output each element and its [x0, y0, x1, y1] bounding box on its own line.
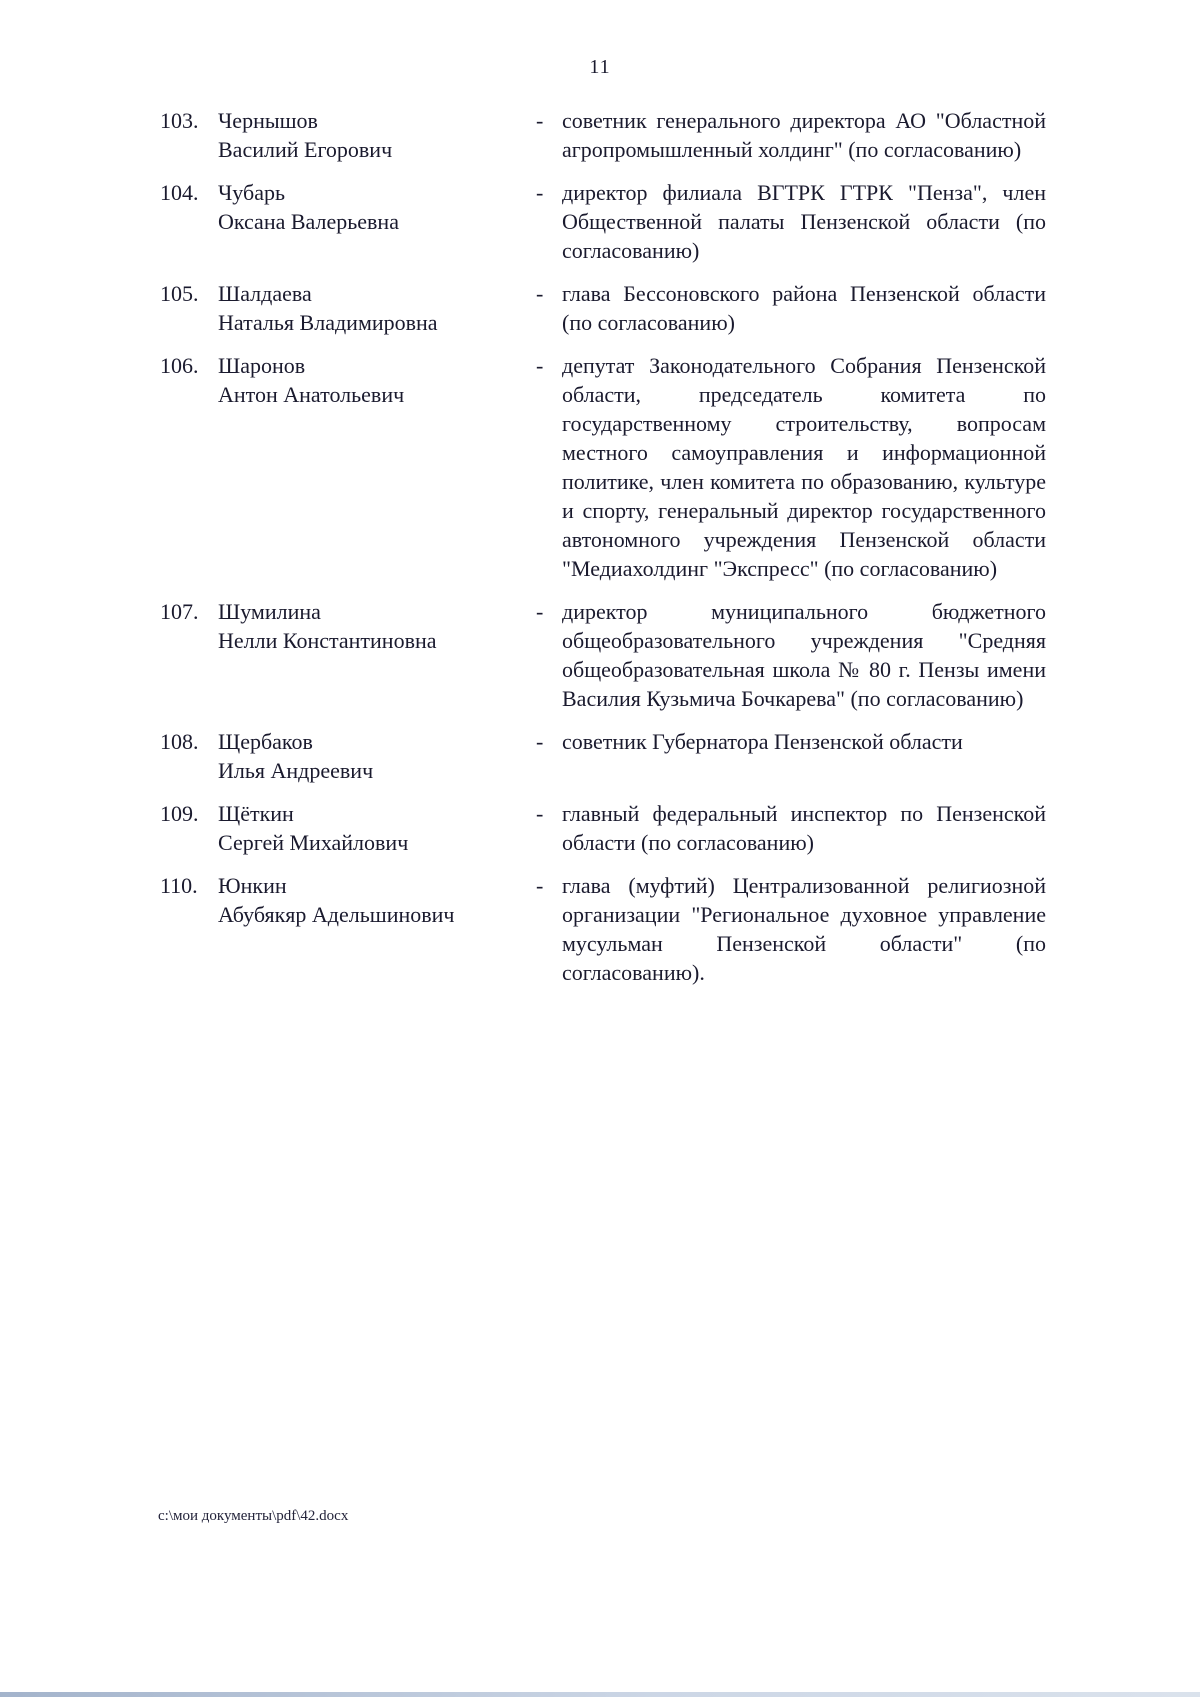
footer-file-path: с:\мои документы\pdf\42.docx	[158, 1508, 349, 1524]
entry-name	[218, 279, 536, 337]
entry-number: 110.	[160, 873, 198, 898]
entry-number: 104.	[160, 180, 199, 205]
entries-list	[160, 106, 1046, 1001]
entry-dash: -	[536, 108, 544, 133]
list-item	[160, 178, 1046, 265]
scan-edge-artifact	[0, 1692, 1200, 1697]
entry-surname: Шалдаева	[218, 281, 312, 306]
entry-dash: -	[536, 801, 544, 826]
entry-surname: Щёткин	[218, 801, 294, 826]
entry-dash: -	[536, 729, 544, 754]
list-item	[160, 106, 1046, 164]
entry-given-names: Наталья Владимировна	[218, 310, 438, 335]
entry-dash: -	[536, 873, 544, 898]
entry-dash: -	[536, 281, 544, 306]
entry-name	[218, 871, 536, 987]
list-item	[160, 279, 1046, 337]
entry-description: депутат Законодательного Собрания Пензенской области, председатель комитета по государственному строительству, вопросам местного самоуправления и информационной политике, член комитета по образованию, культуре и спорту, генеральный директор государственного автономного учреждения Пензенской области "Медиахолдинг "Экспресс" (по согласованию)	[562, 353, 1046, 581]
entry-dash: -	[536, 180, 544, 205]
entry-name	[218, 597, 536, 713]
entry-name	[218, 351, 536, 583]
entry-surname: Чернышов	[218, 108, 318, 133]
entry-surname: Щербаков	[218, 729, 313, 754]
entry-given-names: Илья Андреевич	[218, 758, 374, 783]
list-item	[160, 799, 1046, 857]
entry-given-names: Сергей Михайлович	[218, 830, 409, 855]
entry-given-names: Нелли Константиновна	[218, 628, 437, 653]
entry-number: 105.	[160, 281, 199, 306]
entry-surname: Шаронов	[218, 353, 306, 378]
entry-description: глава (муфтий) Централизованной религиозной организации "Региональное духовное управление мусульман Пензенской области" (по согласованию).	[562, 873, 1046, 985]
page-number: 11	[589, 56, 611, 78]
entry-given-names: Абубякяр Адельшинович	[218, 902, 455, 927]
entry-dash: -	[536, 353, 544, 378]
entry-name	[218, 106, 536, 164]
entry-dash: -	[536, 599, 544, 624]
entry-name	[218, 727, 536, 785]
entry-surname: Чубарь	[218, 180, 285, 205]
entry-name	[218, 178, 536, 265]
entry-description: главный федеральный инспектор по Пензенской области (по согласованию)	[562, 801, 1046, 855]
entry-number: 108.	[160, 729, 199, 754]
entry-given-names: Антон Анатольевич	[218, 382, 405, 407]
list-item	[160, 727, 1046, 785]
list-item	[160, 597, 1046, 713]
entry-description: директор филиала ВГТРК ГТРК "Пенза", член Общественной палаты Пензенской области (по согласованию)	[562, 180, 1046, 263]
entry-given-names: Василий Егорович	[218, 137, 393, 162]
entry-given-names: Оксана Валерьевна	[218, 209, 399, 234]
entry-description: директор муниципального бюджетного общеобразовательного учреждения "Средняя общеобразовательная школа № 80 г. Пензы имени Василия Кузьмича Бочкарева" (по согласованию)	[562, 599, 1046, 711]
entry-surname: Юнкин	[218, 873, 287, 898]
entry-surname: Шумилина	[218, 599, 321, 624]
entry-number: 109.	[160, 801, 199, 826]
list-item	[160, 351, 1046, 583]
entry-description: советник Губернатора Пензенской области	[562, 729, 963, 754]
entry-description: советник генерального директора АО "Областной агропромышленный холдинг" (по согласованию)	[562, 108, 1046, 162]
entry-number: 103.	[160, 108, 199, 133]
list-item	[160, 871, 1046, 987]
entry-name	[218, 799, 536, 857]
entry-number: 106.	[160, 353, 199, 378]
entry-description: глава Бессоновского района Пензенской области (по согласованию)	[562, 281, 1046, 335]
entry-number: 107.	[160, 599, 199, 624]
